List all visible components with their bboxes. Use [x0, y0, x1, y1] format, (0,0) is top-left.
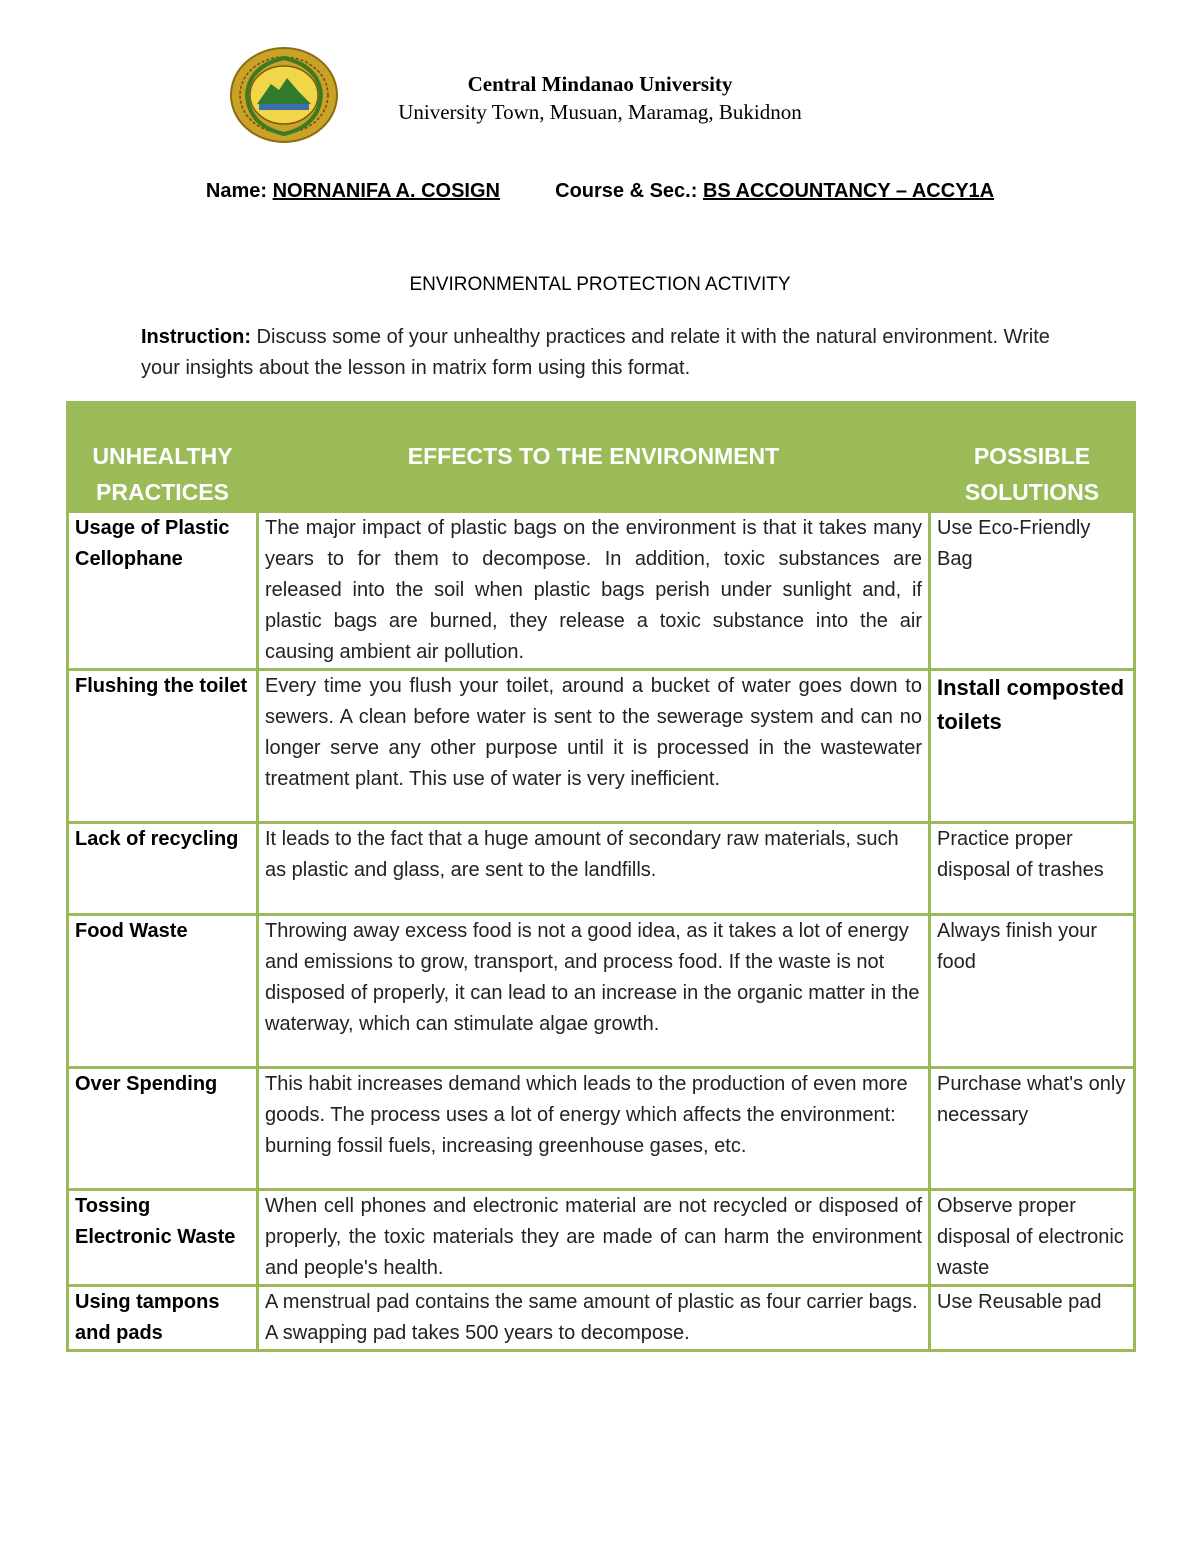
solution-cell: Practice proper disposal of trashes — [930, 823, 1135, 915]
practice-cell: Over Spending — [68, 1068, 258, 1190]
solution-cell: Observe proper disposal of electronic waste — [930, 1190, 1135, 1286]
instruction-paragraph — [141, 322, 1061, 384]
header-solutions: POSSIBLE SOLUTIONS — [930, 403, 1135, 512]
instruction-label: Instruction: — [141, 326, 251, 348]
course-section: BS ACCOUNTANCY – ACCY1A — [702, 180, 995, 202]
practice-cell: Lack of recycling — [68, 823, 258, 915]
header-effects: EFFECTS TO THE ENVIRONMENT — [258, 403, 930, 512]
activity-title: ENVIRONMENTAL PROTECTION ACTIVITY — [409, 274, 791, 295]
solution-cell: Use Eco-Friendly Bag — [930, 512, 1135, 670]
university-name: Central Mindanao University — [467, 72, 733, 96]
effect-cell: This habit increases demand which leads to the production of even more goods. The process uses a lot of energy which affects the environment: burning fossil fuels, increasing greenhouse gases, etc. — [258, 1068, 930, 1190]
solution-cell: Use Reusable pad — [930, 1286, 1135, 1351]
student-name: NORNANIFA A. COSIGN — [272, 180, 500, 202]
practice-cell: Tossing Electronic Waste — [68, 1190, 258, 1286]
solution-cell: Install composted toilets — [930, 670, 1135, 823]
instruction-text: Discuss some of your unhealthy practices and relate it with the natural environment. Write your insights about the lesson in matrix form using this format. — [141, 326, 1050, 379]
table-row — [68, 512, 1135, 670]
effect-cell: It leads to the fact that a huge amount of secondary raw materials, such as plastic and glass, are sent to the landfills. — [258, 823, 930, 915]
effect-cell: Throwing away excess food is not a good idea, as it takes a lot of energy and emissions to grow, transport, and process food. If the waste is not disposed of properly, it can lead to an increase in the organic matter in the waterway, which can stimulate algae growth. — [258, 915, 930, 1068]
effect-cell: Every time you flush your toilet, around a bucket of water goes down to sewers. A clean before water is sent to the sewerage system and can no longer serve any other purpose until it is processed in the wastewater treatment plant. This use of water is very inefficient. — [258, 670, 930, 823]
student-info-line — [0, 180, 1200, 203]
practice-cell: Food Waste — [68, 915, 258, 1068]
course-label: Course & Sec.: — [555, 180, 698, 202]
solution-cell: Always finish your food — [930, 915, 1135, 1068]
practice-cell: Using tampons and pads — [68, 1286, 258, 1351]
table-row — [68, 1286, 1135, 1351]
effect-cell: When cell phones and electronic material are not recycled or disposed of properly, the toxic materials they are made of can harm the environment and people's health. — [258, 1190, 930, 1286]
table-row — [68, 823, 1135, 915]
table-header-row — [68, 403, 1135, 512]
header-unhealthy-practices: UNHEALTHY PRACTICES — [68, 403, 258, 512]
practice-cell: Flushing the toilet — [68, 670, 258, 823]
table-row — [68, 670, 1135, 823]
insights-matrix-table — [66, 401, 1136, 1352]
solution-cell: Purchase what's only necessary — [930, 1068, 1135, 1190]
practice-cell: Usage of Plastic Cellophane — [68, 512, 258, 670]
table-row — [68, 1068, 1135, 1190]
table-row — [68, 915, 1135, 1068]
table-row — [68, 1190, 1135, 1286]
effect-cell: A menstrual pad contains the same amount of plastic as four carrier bags. A swapping pad takes 500 years to decompose. — [258, 1286, 930, 1351]
name-label: Name: — [205, 180, 268, 202]
university-address: University Town, Musuan, Maramag, Bukidnon — [398, 100, 802, 124]
effect-cell: The major impact of plastic bags on the environment is that it takes many years to for them to decompose. In addition, toxic substances are released into the soil when plastic bags perish under sunlight and, if plastic bags are burned, they release a toxic substance into the air causing ambient air pollution. — [258, 512, 930, 670]
